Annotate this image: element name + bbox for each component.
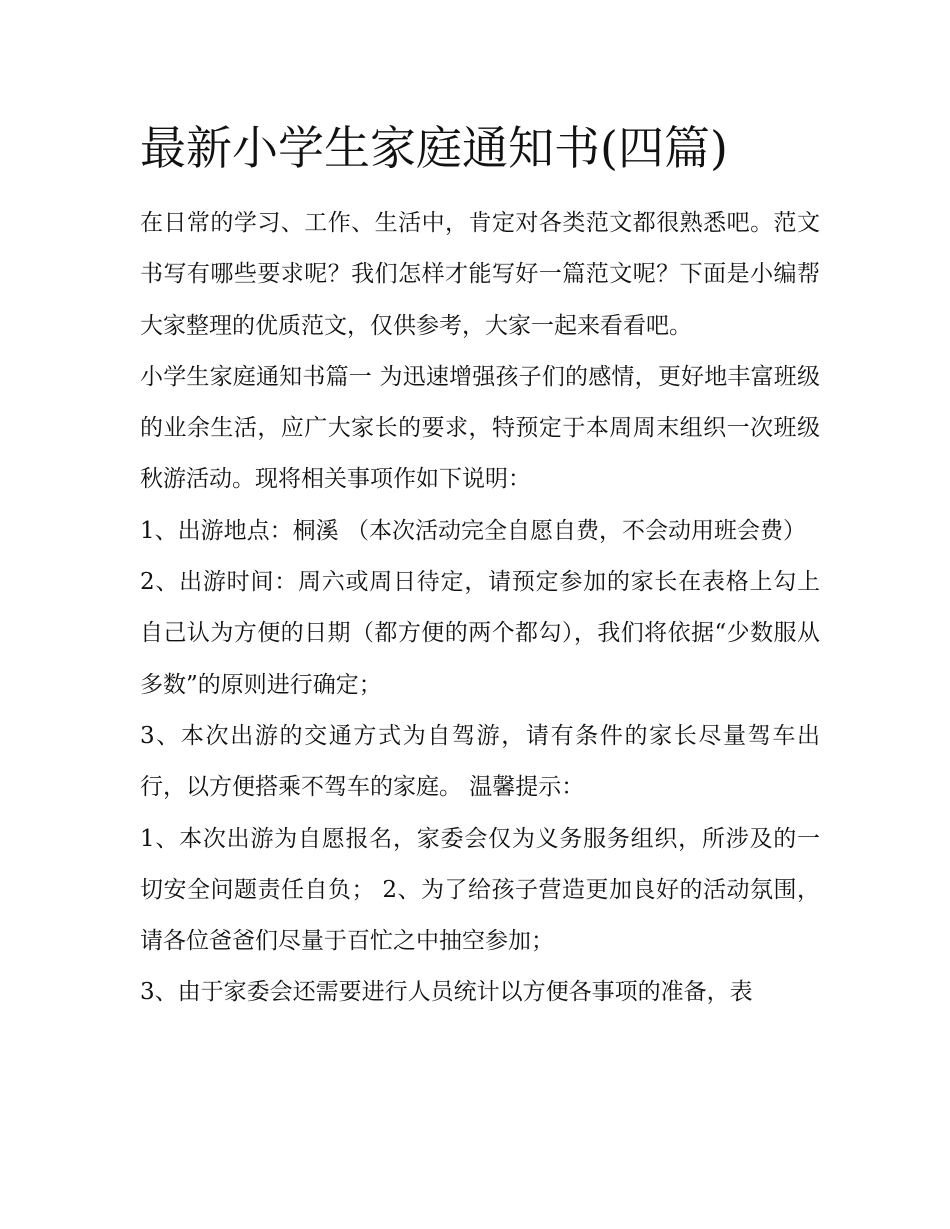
paragraph-notice-intro: 小学生家庭通知书篇一 为迅速增强孩子们的感情，更好地丰富班级的业余生活，应广大家长的要求，特预定于本周周末组织一次班级秋游活动。现将相关事项作如下说明： [140,363,820,493]
paragraph-item-transport: 3、本次出游的交通方式为自驾游，请有条件的家长尽量驾车出行，以方便搭乘不驾车的家庭。 温馨提示： [140,722,820,801]
paragraph-tip-3: 3、由于家委会还需要进行人员统计以方便各事项的准备，表 [140,979,753,1006]
document-body [140,198,820,1019]
paragraph-item-location: 1、出游地点：桐溪 （本次活动完全自愿自费，不会动用班会费） [140,517,806,544]
paragraph-item-time: 2、出游时间：周六或周日待定，请预定参加的家长在表格上勾上自己认为方便的日期（都方便的两个都勾），我们将依据“少数服从多数”的原则进行确定； [140,569,820,698]
document-title: 最新小学生家庭通知书(四篇) [140,121,728,175]
paragraph-intro: 在日常的学习、工作、生活中，肯定对各类范文都很熟悉吧。范文书写有哪些要求呢？我们怎样才能写好一篇范文呢？下面是小编帮大家整理的优质范文，仅供参考，大家一起来看看吧。 [140,210,820,339]
paragraph-tip-1-2: 1、本次出游为自愿报名，家委会仅为义务服务组织，所涉及的一切安全问题责任自负； 2、为了给孩子营造更加良好的活动氛围，请各位爸爸们尽量于百忙之中抽空参加； [140,825,820,955]
